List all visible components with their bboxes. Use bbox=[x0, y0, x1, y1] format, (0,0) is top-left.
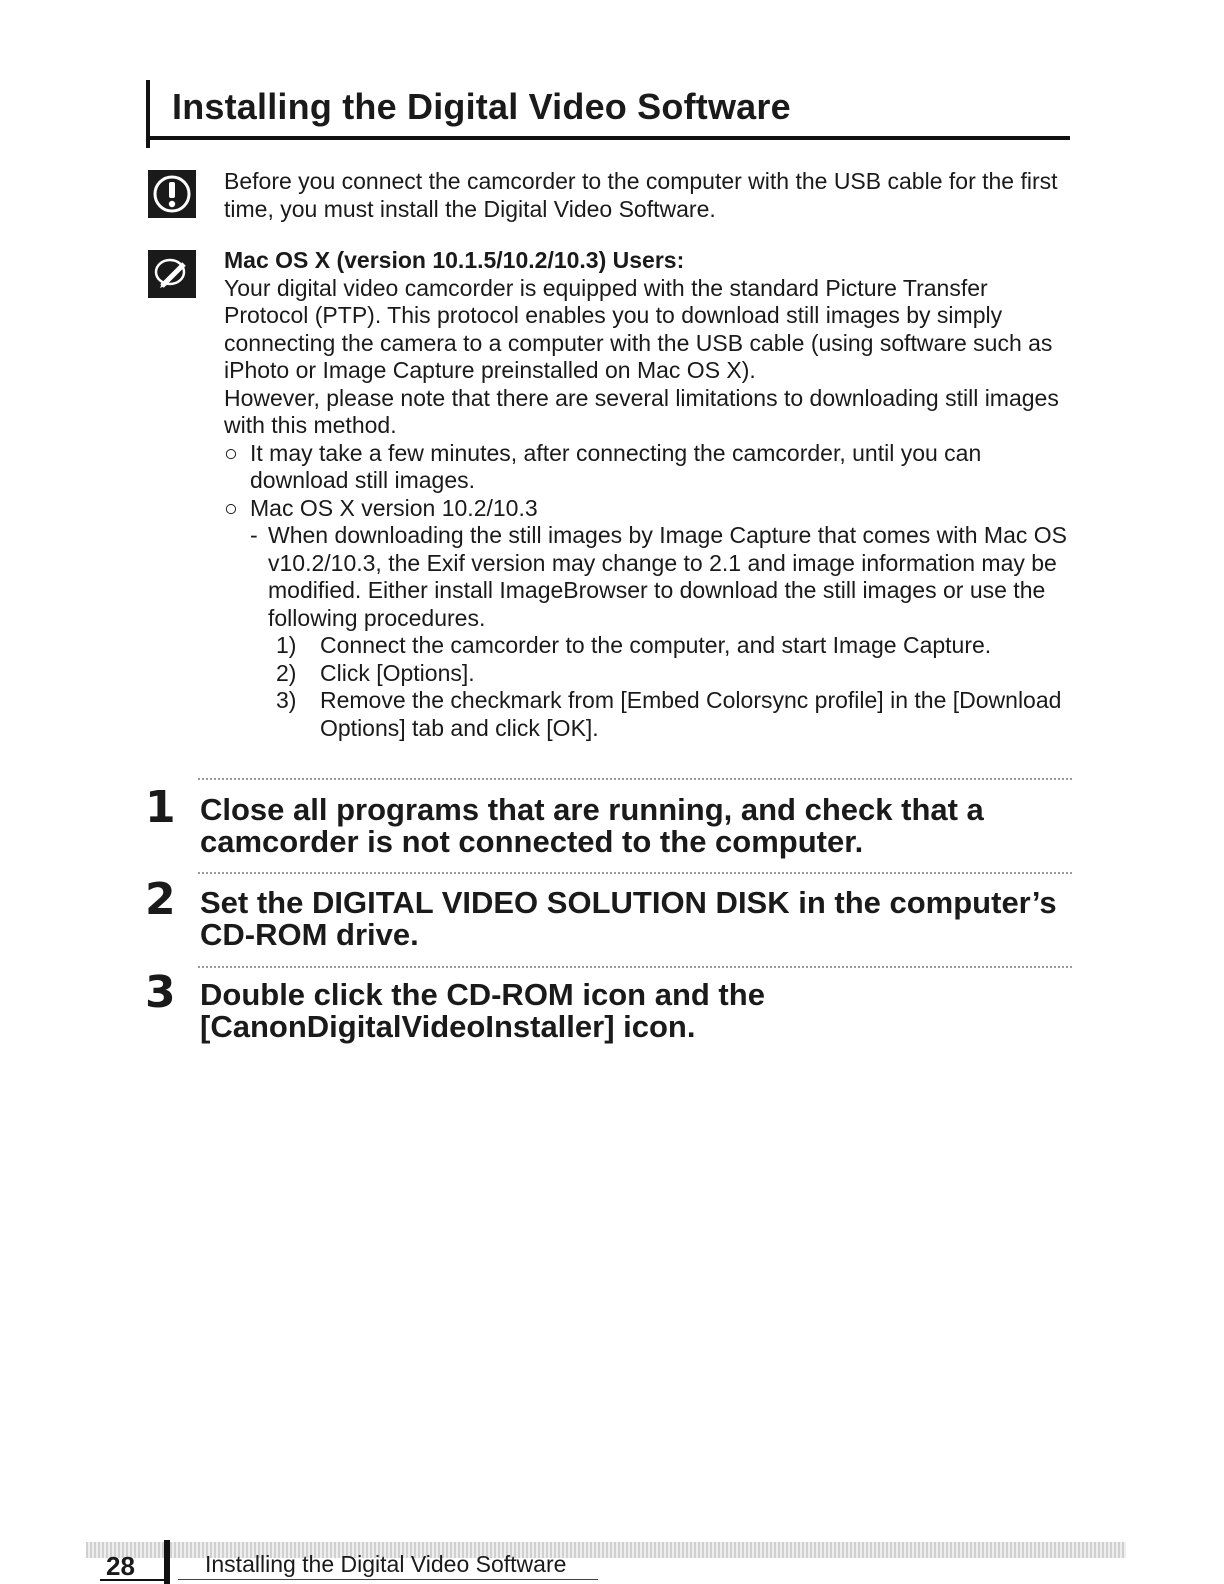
step-divider bbox=[198, 872, 1072, 874]
procedure-step bbox=[224, 660, 1074, 688]
step-number: 1 bbox=[145, 782, 176, 833]
procedure-step-number: 1) bbox=[276, 632, 297, 658]
caution-text: Before you connect the camcorder to the computer with the USB cable for the first time, you must install the Digital Video Software. bbox=[224, 168, 1058, 222]
list-item-text: It may take a few minutes, after connecting the camcorder, until you can download still images. bbox=[250, 439, 982, 493]
sub-list-item-text: When downloading the still images by Image Capture that comes with Mac OS v10.2/10.3, the Exif version may change to 2.1 and image information may be modified. Either install ImageBrowser to download the still images or use the following procedures. bbox=[268, 522, 1067, 631]
procedure-step-text: Click [Options]. bbox=[320, 659, 475, 686]
page-number: 28 bbox=[106, 1551, 135, 1581]
procedure-step-number: 2) bbox=[276, 659, 297, 686]
step-text: Double click the CD-ROM icon and the [CanonDigitalVideoInstaller] icon. bbox=[200, 977, 765, 1044]
note-paragraph: However, please note that there are several limitations to downloading still images with this method. bbox=[224, 384, 1059, 438]
footer-section-title: Installing the Digital Video Software bbox=[205, 1551, 567, 1577]
note-pencil-icon bbox=[148, 250, 196, 298]
procedure-step-text: Remove the checkmark from [Embed Colorsync profile] in the [Download Options] tab and click [OK]. bbox=[320, 687, 1062, 741]
procedure-step bbox=[224, 687, 1074, 742]
caution-icon bbox=[148, 170, 196, 218]
note-heading: Mac OS X (version 10.1.5/10.2/10.3) Users: bbox=[224, 247, 685, 273]
note-paragraph: Your digital video camcorder is equipped with the standard Picture Transfer Protocol (PTP). This protocol enables you to download still images by simply connecting the camera to a computer with the USB cable (using software such as iPhoto or Image Capture preinstalled on Mac OS X). bbox=[224, 274, 1053, 383]
bullet-circle-icon: ○ bbox=[224, 494, 238, 521]
procedure-step-number: 3) bbox=[276, 687, 297, 713]
sub-list-item bbox=[224, 522, 1074, 632]
title-underline bbox=[148, 136, 1070, 140]
step-number: 3 bbox=[145, 967, 176, 1018]
step-number: 2 bbox=[145, 874, 176, 925]
step-divider bbox=[198, 966, 1072, 968]
note-block bbox=[224, 247, 1074, 742]
list-item bbox=[224, 440, 1074, 495]
step-text: Set the DIGITAL VIDEO SOLUTION DISK in the computer’s CD-ROM drive. bbox=[200, 885, 1057, 952]
step-text: Close all programs that are running, and check that a camcorder is not connected to the computer. bbox=[200, 792, 984, 859]
dash-mark: - bbox=[250, 522, 258, 548]
procedure-step bbox=[224, 632, 1074, 660]
footer-accent-bar bbox=[164, 1540, 170, 1584]
footer-underline bbox=[178, 1579, 598, 1580]
list-item bbox=[224, 495, 1074, 523]
page-title: Installing the Digital Video Software bbox=[172, 86, 791, 127]
bullet-circle-icon: ○ bbox=[224, 439, 238, 466]
step-divider bbox=[198, 778, 1072, 780]
procedure-step-text: Connect the camcorder to the computer, and start Image Capture. bbox=[320, 632, 992, 658]
list-item-text: Mac OS X version 10.2/10.3 bbox=[250, 494, 538, 521]
